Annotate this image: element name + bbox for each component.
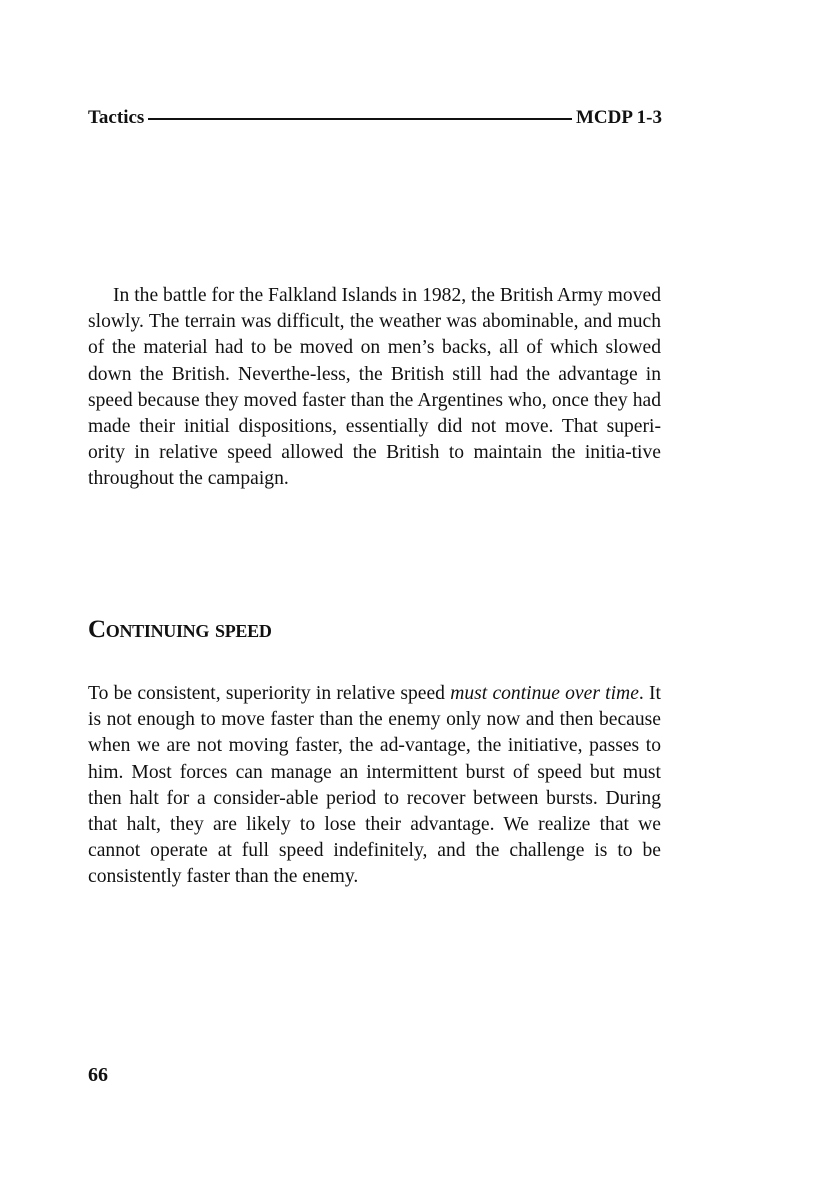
running-header xyxy=(88,103,662,129)
page-number: 66 xyxy=(88,1064,108,1086)
section-heading: Continuing speed xyxy=(88,616,272,643)
paragraph-emphasis: must continue over time xyxy=(450,683,639,704)
paragraph-lead-text: To be consistent, superiority in relative speed xyxy=(88,683,451,704)
header-rule xyxy=(148,118,572,120)
body-paragraph-continuing-speed xyxy=(88,681,661,891)
paragraph-rest-text: . It is not enough to move faster than the enemy only now and then because when we are not moving faster, the ad-vantage, the initiative, passes to him. Most forces can manage an intermittent burst of speed but must then halt for a consider-able period to recover between bursts. During that halt, they are likely to lose their advantage. We realize that we cannot operate at full speed indefinitely, and the challenge is to be consistently faster than the enemy. xyxy=(88,683,661,888)
header-publication-id: MCDP 1-3 xyxy=(575,107,662,128)
body-paragraph-falklands: In the battle for the Falkland Islands in 1982, the British Army moved slowly. The terrain was difficult, the weather was abominable, and much of the material had to be moved on men’s backs, all of which slowed down the British. Neverthe-less, the British still had the advantage in speed because they moved faster than the Argentines who, once they had made their initial dispositions, essentially did not move. That superi-ority in relative speed allowed the British to maintain the initia-tive throughout the campaign. xyxy=(88,285,661,490)
header-title: Tactics xyxy=(88,107,145,128)
